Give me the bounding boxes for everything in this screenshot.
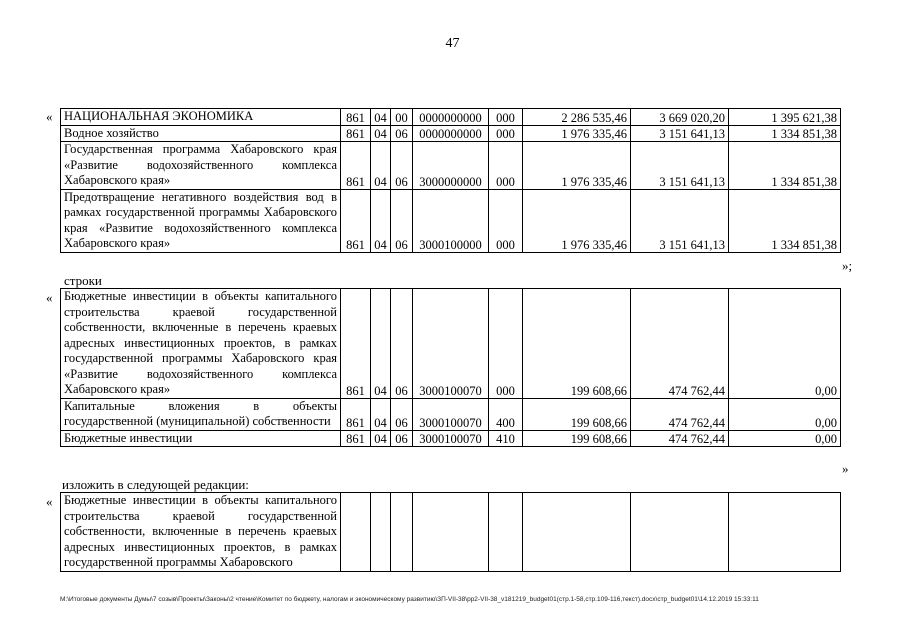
amount-2-cell [631, 493, 729, 572]
amount-1-cell: 199 608,66 [523, 289, 631, 399]
row-name-cell: НАЦИОНАЛЬНАЯ ЭКОНОМИКА [61, 109, 341, 126]
row-name-cell: Предотвращение негативного воздействия вод в рамках государственной программы Хабаровского края «Развитие водохозяйственного комплекса Хабаровского края» [61, 189, 341, 252]
amount-1-cell [523, 493, 631, 572]
expense-type-cell [489, 493, 523, 572]
table-row [61, 493, 841, 572]
subsection-code-cell: 06 [391, 142, 413, 190]
open-quote-2: « [46, 290, 53, 305]
ministry-code-cell [341, 493, 371, 572]
amount-3-cell: 0,00 [729, 289, 841, 399]
amount-2-cell: 3 151 641,13 [631, 125, 729, 142]
section-code-cell: 04 [371, 289, 391, 399]
ministry-code-cell: 861 [341, 398, 371, 430]
subsection-code-cell: 06 [391, 398, 413, 430]
rows-label: строки [64, 273, 102, 288]
replace-label: изложить в следующей редакции: [62, 477, 249, 492]
budget-table-new-edition [60, 492, 841, 572]
table-row [61, 430, 841, 447]
row-name-cell: Бюджетные инвестиции в объекты капитального строительства краевой государственной собственности, включенные в перечень краевых адресных инвестиционных проектов, в рамках государственной программы Хабаровского [61, 493, 341, 572]
amount-3-cell: 1 334 851,38 [729, 189, 841, 252]
close-quote-2: » [842, 461, 849, 476]
target-article-cell: 3000000000 [413, 142, 489, 190]
expense-type-cell: 000 [489, 189, 523, 252]
table-row [61, 125, 841, 142]
amount-2-cell: 3 669 020,20 [631, 109, 729, 126]
ministry-code-cell: 861 [341, 142, 371, 190]
ministry-code-cell: 861 [341, 189, 371, 252]
amount-3-cell: 1 334 851,38 [729, 142, 841, 190]
target-article-cell: 3000100000 [413, 189, 489, 252]
expense-type-cell: 000 [489, 289, 523, 399]
expense-type-cell: 000 [489, 125, 523, 142]
section-code-cell: 04 [371, 142, 391, 190]
target-article-cell: 0000000000 [413, 125, 489, 142]
target-article-cell: 3000100070 [413, 398, 489, 430]
subsection-code-cell [391, 493, 413, 572]
budget-table-current [60, 108, 841, 253]
section-code-cell: 04 [371, 109, 391, 126]
table-row [61, 109, 841, 126]
table-row [61, 189, 841, 252]
subsection-code-cell: 00 [391, 109, 413, 126]
row-name-cell: Государственная программа Хабаровского края «Развитие водохозяйственного комплекса Хабаровского края» [61, 142, 341, 190]
expense-type-cell: 400 [489, 398, 523, 430]
section-code-cell: 04 [371, 125, 391, 142]
target-article-cell: 0000000000 [413, 109, 489, 126]
file-path-footer: M:\Итоговые документы Думы\7 созыв\Проекты\Законы\2 чтение\Комитет по бюджету, налогам и экономическому развитию\ЗП-VII-38\рр2-VII-38_v181219_budget01(стр.1-58,стр.109-116,текст).docx\стр_budget01\14.12.2019 15:33:11 [60, 596, 759, 603]
amount-3-cell: 1 395 621,38 [729, 109, 841, 126]
ministry-code-cell: 861 [341, 125, 371, 142]
amount-1-cell: 2 286 535,46 [523, 109, 631, 126]
ministry-code-cell: 861 [341, 289, 371, 399]
row-name-cell: Капитальные вложения в объекты государственной (муниципальной) собственности [61, 398, 341, 430]
target-article-cell: 3000100070 [413, 289, 489, 399]
target-article-cell: 3000100070 [413, 430, 489, 447]
budget-table-rows [60, 288, 841, 447]
section-code-cell [371, 493, 391, 572]
ministry-code-cell: 861 [341, 109, 371, 126]
table-row [61, 142, 841, 190]
amount-2-cell: 3 151 641,13 [631, 142, 729, 190]
amount-3-cell: 0,00 [729, 398, 841, 430]
target-article-cell [413, 493, 489, 572]
section-code-cell: 04 [371, 189, 391, 252]
amount-3-cell: 0,00 [729, 430, 841, 447]
amount-2-cell: 3 151 641,13 [631, 189, 729, 252]
subsection-code-cell: 06 [391, 125, 413, 142]
amount-3-cell [729, 493, 841, 572]
section-code-cell: 04 [371, 430, 391, 447]
row-name-cell: Бюджетные инвестиции в объекты капитального строительства краевой государственной собственности, включенные в перечень краевых адресных инвестиционных проектов, в рамках государственной программы Хабаровского края «Развитие водохозяйственного комплекса Хабаровского края» [61, 289, 341, 399]
amount-1-cell: 1 976 335,46 [523, 125, 631, 142]
amount-1-cell: 1 976 335,46 [523, 142, 631, 190]
amount-1-cell: 199 608,66 [523, 398, 631, 430]
expense-type-cell: 000 [489, 142, 523, 190]
table-row [61, 289, 841, 399]
row-name-cell: Водное хозяйство [61, 125, 341, 142]
close-quote-1: »; [842, 258, 853, 273]
subsection-code-cell: 06 [391, 189, 413, 252]
open-quote-3: « [46, 494, 53, 509]
subsection-code-cell: 06 [391, 289, 413, 399]
table-row [61, 398, 841, 430]
page-number: 47 [445, 36, 460, 51]
amount-1-cell: 1 976 335,46 [523, 189, 631, 252]
section-code-cell: 04 [371, 398, 391, 430]
expense-type-cell: 410 [489, 430, 523, 447]
expense-type-cell: 000 [489, 109, 523, 126]
row-name-cell: Бюджетные инвестиции [61, 430, 341, 447]
amount-2-cell: 474 762,44 [631, 398, 729, 430]
amount-2-cell: 474 762,44 [631, 289, 729, 399]
amount-1-cell: 199 608,66 [523, 430, 631, 447]
open-quote-1: « [46, 109, 53, 124]
subsection-code-cell: 06 [391, 430, 413, 447]
amount-2-cell: 474 762,44 [631, 430, 729, 447]
ministry-code-cell: 861 [341, 430, 371, 447]
amount-3-cell: 1 334 851,38 [729, 125, 841, 142]
